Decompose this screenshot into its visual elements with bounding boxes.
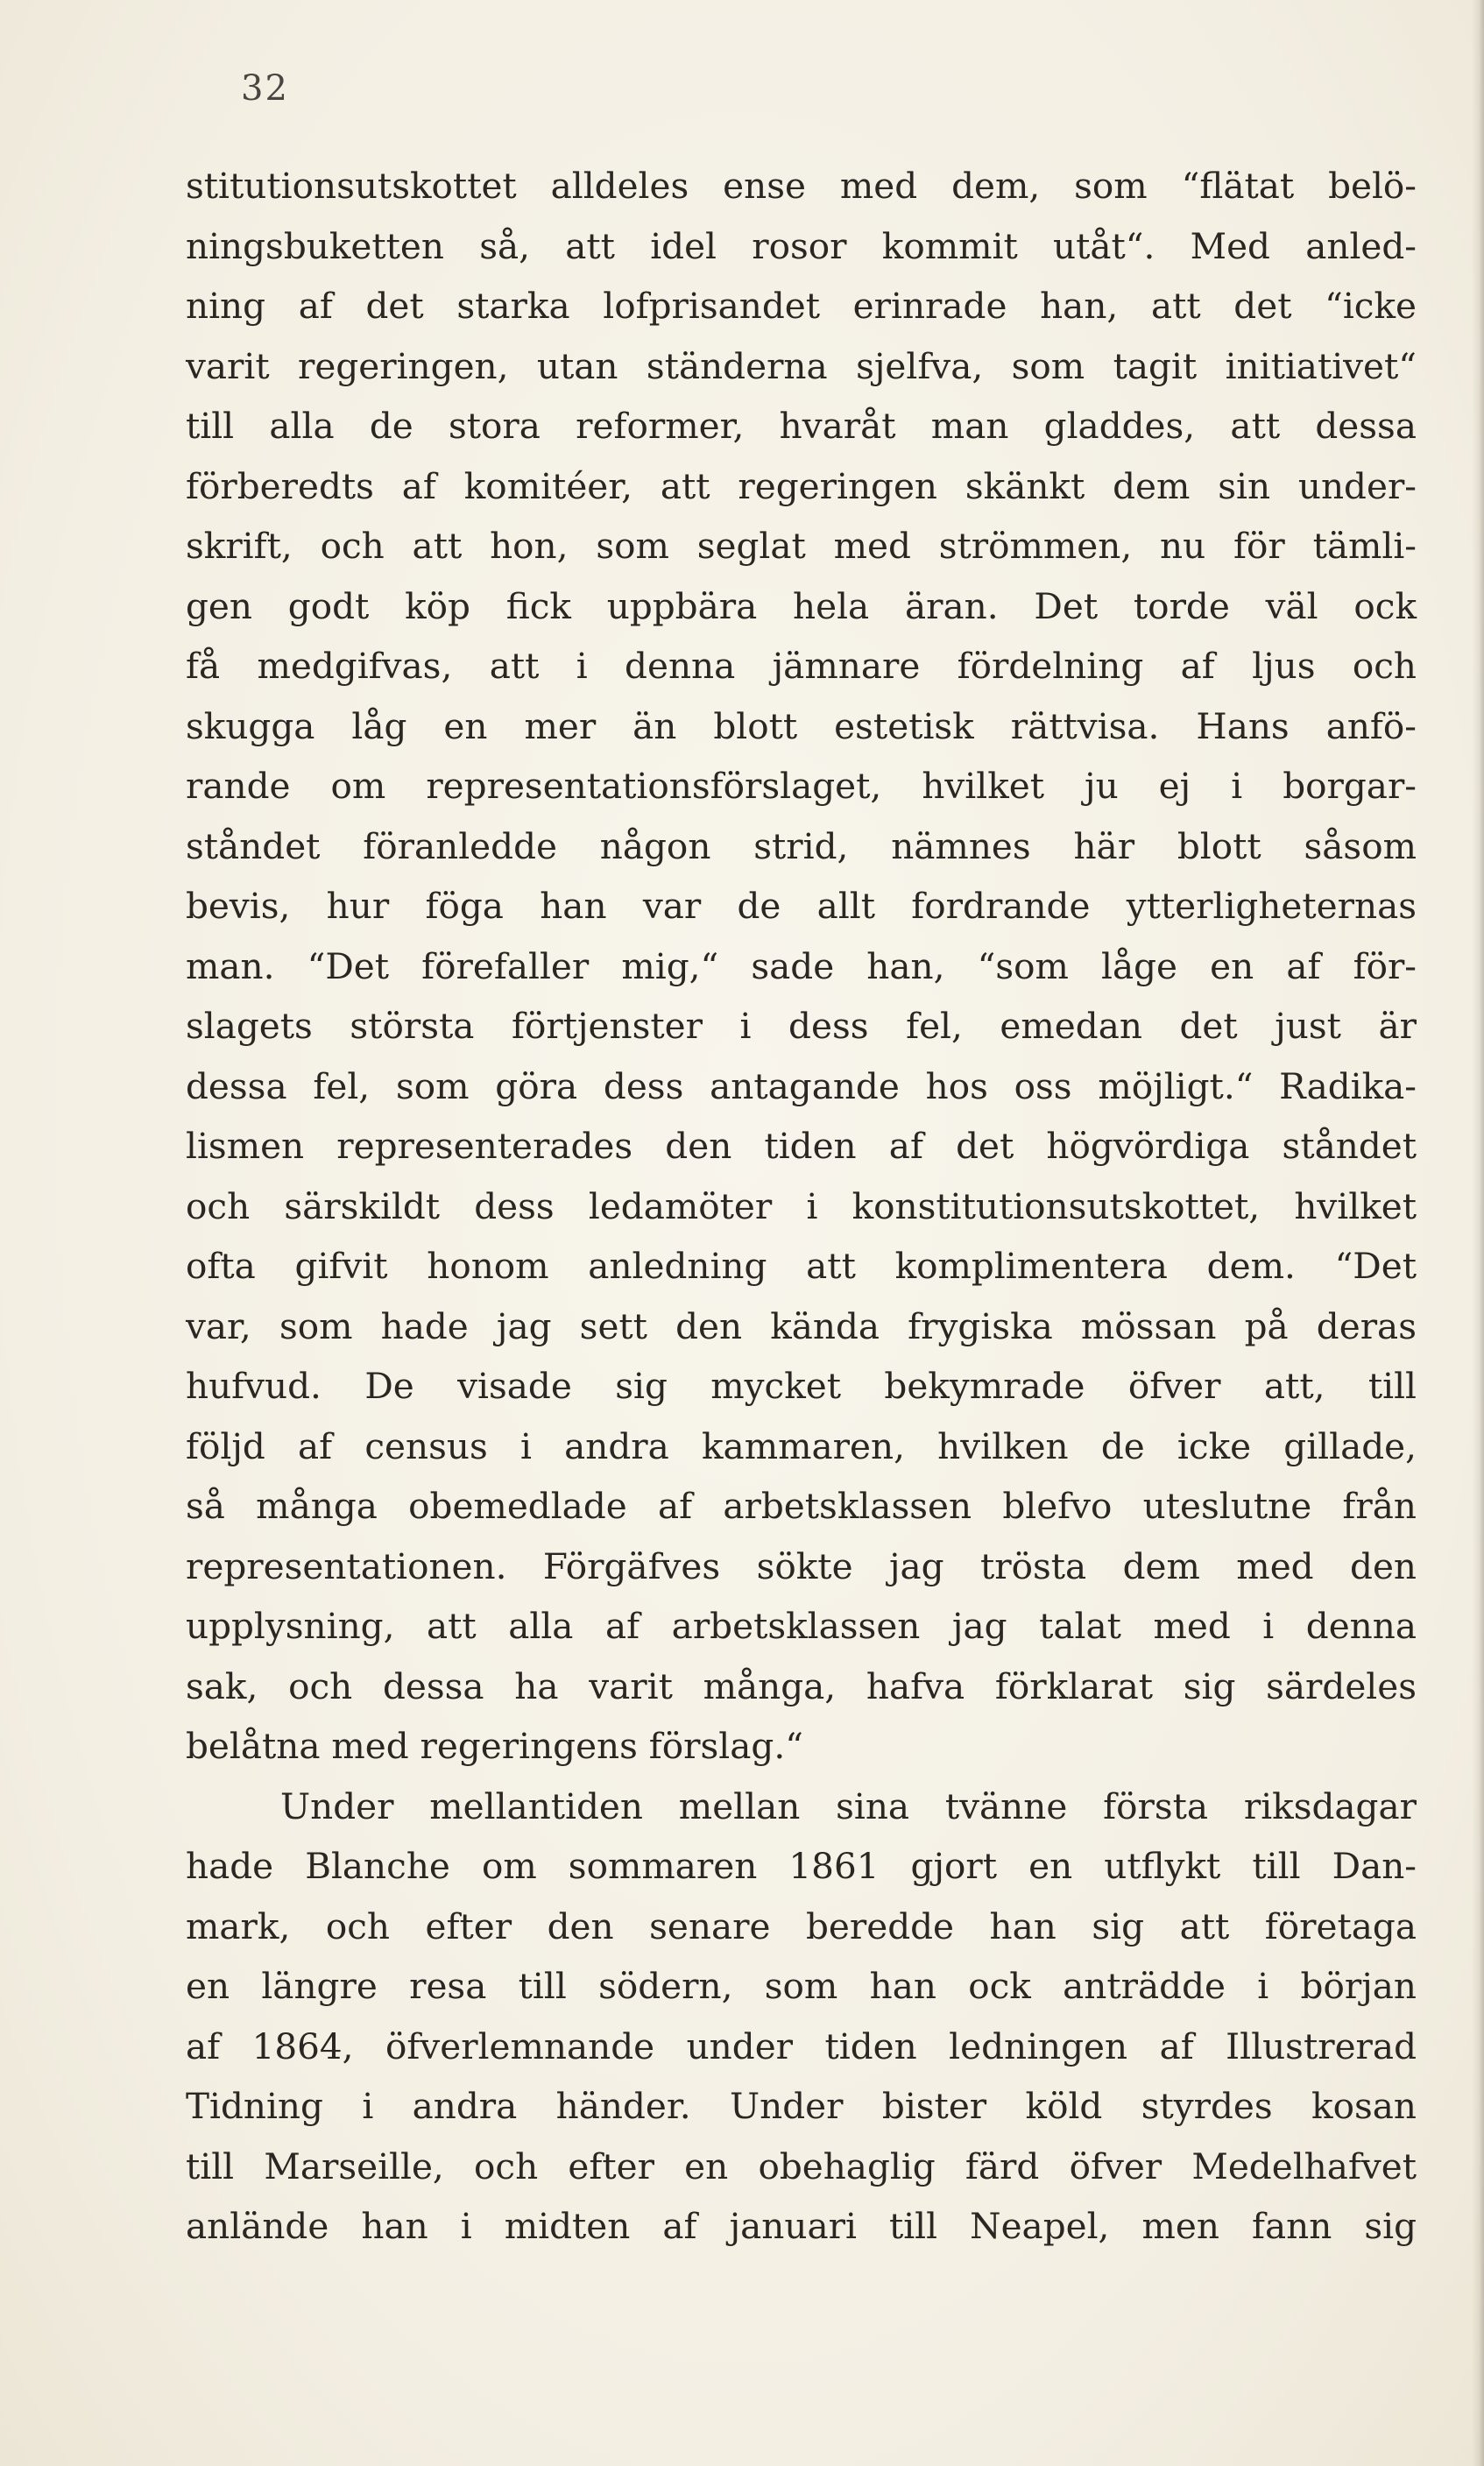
text-line: skrift, och att hon, som seglat med strömmen, nu för tämli- <box>186 525 1417 567</box>
text-line: och särskildt dess ledamöter i konstitutionsutskottet, hvilket <box>186 1184 1417 1227</box>
text-line: af 1864, öfverlemnande under tiden ledningen af Illustrerad <box>186 2024 1417 2067</box>
page-number: 32 <box>241 68 289 109</box>
text-line: gen godt köp fick uppbära hela äran. Det torde väl ock <box>186 584 1417 627</box>
text-line: upplysning, att alla af arbetsklassen jag talat med i denna <box>186 1605 1417 1647</box>
text-line: representationen. Förgäfves sökte jag trösta dem med den <box>186 1544 1417 1587</box>
text-line: ståndet föranledde någon strid, nämnes här blott såsom <box>186 824 1417 867</box>
text-line: slagets största förtjenster i dess fel, emedan det just är <box>186 1005 1417 1047</box>
text-line: sak, och dessa ha varit många, hafva förklarat sig särdeles <box>186 1664 1417 1707</box>
text-line: Under mellantiden mellan sina tvänne första riksdagar <box>280 1784 1417 1827</box>
text-line: varit regeringen, utan ständerna sjelfva, som tagit initiativet“ <box>186 344 1417 387</box>
text-line: anlände han i midten af januari till Neapel, men fann sig <box>186 2205 1417 2247</box>
text-line: var, som hade jag sett den kända frygiska mössan på deras <box>186 1304 1417 1347</box>
text-line: mark, och efter den senare beredde han sig att företaga <box>186 1904 1417 1947</box>
text-line: belåtna med regeringens förslag.“ <box>186 1725 803 1767</box>
text-line: Tidning i andra händer. Under bister köld styrdes kosan <box>186 2085 1417 2127</box>
text-line: stitutionsutskottet alldeles ense med dem, som “flätat belö- <box>186 165 1417 207</box>
text-line: ningsbuketten så, att idel rosor kommit utåt“. Med anled- <box>186 224 1417 267</box>
text-line: hufvud. De visade sig mycket bekymrade öfver att, till <box>186 1365 1417 1407</box>
text-line: till Marseille, och efter en obehaglig färd öfver Medelhafvet <box>186 2145 1417 2187</box>
text-line: följd af census i andra kammaren, hvilken de icke gillade, <box>186 1424 1417 1467</box>
text-line: en längre resa till södern, som han ock anträdde i början <box>186 1965 1417 2007</box>
text-line: ning af det starka lofprisandet erinrade han, att det “icke <box>186 285 1417 327</box>
text-line: bevis, hur föga han var de allt fordrande ytterligheternas <box>186 885 1417 927</box>
text-line: så många obemedlade af arbetsklassen blefvo uteslutne från <box>186 1485 1417 1527</box>
text-line: ofta gifvit honom anledning att komplimentera dem. “Det <box>186 1245 1417 1287</box>
text-line: förberedts af komitéer, att regeringen skänkt dem sin under- <box>186 464 1417 507</box>
body-text <box>186 156 1417 2257</box>
text-line: man. “Det förefaller mig,“ sade han, “som låge en af för- <box>186 944 1417 987</box>
text-line: få medgifvas, att i denna jämnare fördelning af ljus och <box>186 645 1417 687</box>
text-line: rande om representationsförslaget, hvilket ju ej i borgar- <box>186 765 1417 807</box>
text-line: dessa fel, som göra dess antagande hos oss möjligt.“ Radika- <box>186 1064 1417 1107</box>
text-line: skugga låg en mer än blott estetisk rättvisa. Hans anfö- <box>186 704 1417 747</box>
text-line: till alla de stora reformer, hvaråt man gladdes, att dessa <box>186 405 1417 447</box>
page-edge-shadow <box>1472 0 1484 2466</box>
text-line: hade Blanche om sommaren 1861 gjort en utflykt till Dan- <box>186 1845 1417 1887</box>
text-line: lismen representerades den tiden af det högvördiga ståndet <box>186 1125 1417 1167</box>
